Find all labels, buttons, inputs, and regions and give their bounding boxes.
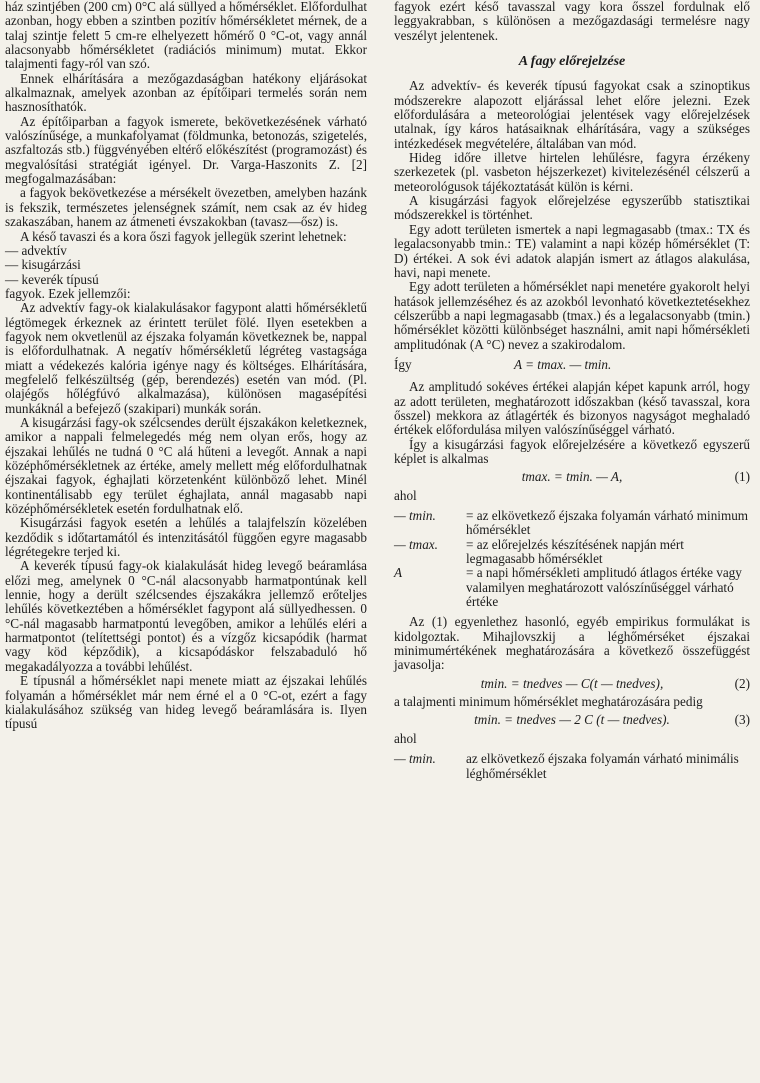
definition-text: = az elkövetkező éjszaka folyamán várható minimum hőmérséklet bbox=[466, 508, 749, 538]
paragraph: Így a kisugárzási fagyok előrejelzésére a következő egyszerű képlet is alkalmas bbox=[394, 436, 750, 466]
equation-number: (2) bbox=[734, 675, 750, 691]
amplitude-formula-line bbox=[394, 358, 750, 372]
paragraph: Kisugárzási fagyok esetén a lehűlés a talajfelszín közelében kezdődik s időtartamától és intenzitásától függően egyre magasabb légrétegekre terjed ki. bbox=[5, 515, 367, 560]
equation-number: (3) bbox=[734, 712, 750, 728]
definition-text: az elkövetkező éjszaka folyamán várható minimális léghőmérséklet bbox=[466, 751, 739, 781]
paragraph: Az advektív- és keverék típusú fagyokat csak a szinoptikus módszerekre alapozott eljárással lehet előre jelezni. Ezek előfordulására a meteorológiai jelentések vagy előrejelzések utalnak, így káros hatásaiknak elhárítására, vagy a szükséges intézkedések megvételére, általában van mód. bbox=[394, 78, 750, 151]
paragraph: Az advektív fagy-ok kialakulásakor fagypont alatti hőmérsékletű légtömegek érkeznek az érintett terület fölé. Ilyen esetekben a fagyok nem okvetlenül az éjszaka folyamán következnek be, nappal is előfordulhatnak. A negatív hőmérsékletű légréteg vastagsága miatt a védekezés kalória igénye nagy és költséges. Elhárítására, megfelelő felkészültség (gép, berendezés) esetén van mód. (Pl. olajégős hőlégfúvó alkalmazása), különösen magasépítési munkáknál a befejező (szakipari) munkák során. bbox=[5, 300, 367, 416]
igy-word: Így bbox=[394, 356, 412, 372]
list-item: — advektív bbox=[5, 242, 67, 258]
paragraph: A kisugárzási fagy-ok szélcsendes derült éjszakákon keletkeznek, amikor a nappali felmelegedés még nem olyan erős, hogy az éjszakai lehűlés ne tudná 0 °C alá hűteni a levegőt. Annak a napi középhőmérsékletnek az értéke, amely mellett még előfordulhatnak éjszakai fagyok, éghajlati körzetenként különböző lehet. Minél kontinentálisabb egy terület éghajlata, annál magasabb napi középhőmérsékletek esetén fordulhatnak elő. bbox=[5, 414, 367, 517]
equation-text: tmax. = tmin. — A, bbox=[521, 469, 623, 485]
paragraph: A keverék típusú fagy-ok kialakulását hideg levegő beáramlása előzi meg, amelynek 0 °C-nál alacsonyabb harmatpontúnak kell lennie, hogy a derült szélcsendes éjszakákra jellemző erőteljes lehűlés következtében a hőmérséklet fagypont alá süllyedhessen. 0 °C-nál magasabb harmatpontú levegőben, amikor a lehűlés eléri a harmatpontot (telítettségi pontot) és a vízgőz kicsapódik (harmat vagy köd képződik), a kicsapódáskor felszabaduló hő megakadályozza a további lehűlést. bbox=[5, 558, 367, 674]
paragraph: E típusnál a hőmérséklet napi menete miatt az éjszakai lehűlés folyamán a hőmérséklet már nem érné el a 0 °C-ot, ezért a fagy kialakulásához szükség van hideg levegő beáramlására is. Ilyen típusú bbox=[5, 673, 367, 732]
definition-text: = a napi hőmérsékleti amplitudó átlagos értéke vagy valamilyen meghatározott valószínűséggel várható értéke bbox=[466, 565, 742, 610]
left-column bbox=[5, 0, 367, 732]
paragraph: fagyok. Ezek jellemzői: bbox=[5, 285, 131, 301]
definition-symbol: — tmin. bbox=[394, 508, 436, 523]
paragraph: ház szintjében (200 cm) 0°C alá süllyed a hőmérséklet. Előfordulhat azonban, hogy ebben a szintben pozitív hőmérsékletet mérnek, de a talaj szintje felett 5 cm-re elhelyezett hőmérő 0 °C-ot, vagy annál alacsonyabb hőmérsékletet (radiációs minimum) mutat. Ekkor talajmenti fagy-ról van szó. bbox=[5, 0, 367, 72]
equation-text: tmin. = tnedves — 2 C (t — tnedves). bbox=[474, 712, 670, 728]
equation-1 bbox=[394, 470, 750, 484]
paragraph: Egy adott területen ismertek a napi legmagasabb (tmax.: TX és legalacsonyabb tmin.: TE) valamint a napi közép hőmérséklet (T: D) értékei. A sok évi adatok alapján ismert az átlagos alakulása, havi, napi menete. bbox=[394, 221, 750, 280]
definition-symbol: A bbox=[394, 565, 403, 581]
equation-text: tmin. = tnedves — C(t — tnedves), bbox=[480, 675, 664, 691]
list-item: — keverék típusú bbox=[5, 271, 99, 287]
paragraph: Az amplitudó sokéves értékei alapján képet kapunk arról, hogy az adott területen, meghatározott időszakban (késő tavasszal, kora ősszel) mekkora az átlagérték és bizonyos nagyságot meghaladó értékek előfordulása milyen valószínűséggel várható. bbox=[394, 379, 750, 438]
definition-row bbox=[394, 538, 750, 567]
paragraph: a fagyok bekövetkezése a mérsékelt övezetben, amelyben hazánk is fekszik, természetes jelenségnek számít, nem csak az év hideg szakaszában, hanem az átmeneti évszakokban (tavasz—ősz) is. bbox=[5, 185, 367, 230]
definition-symbol: — tmin. bbox=[394, 751, 436, 767]
paragraph: Az építőiparban a fagyok ismerete, bekövetkezésének várható valószínűsége, a munkafolyamat (földmunka, betonozás, szigetelés, aszfaltozás stb.) függvényében eltérő előkészítést (programozást) és megvalósítási stratégiát igényel. Dr. Varga-Haszonits Z. [2] megfogalmazásában: bbox=[5, 113, 367, 187]
right-column bbox=[394, 0, 750, 781]
paragraph: A kisugárzási fagyok előrejelzése egyszerűbb statisztikai módszerekkel is történhet. bbox=[394, 193, 750, 223]
equation-3 bbox=[394, 713, 750, 727]
list-item: — kisugárzási bbox=[5, 257, 81, 273]
ahol-label: ahol bbox=[394, 730, 417, 746]
paragraph: fagyok ezért késő tavasszal vagy kora ősszel fordulnak elő leggyakrabban, s különösen a mezőgazdasági termelésre nagy veszélyt jelentenek. bbox=[394, 0, 750, 43]
definition-text: = az előrejelzés készítésének napján mért legmagasabb hőmérséklet bbox=[466, 536, 684, 567]
paragraph: Hideg időre illetve hirtelen lehűlésre, fagyra érzékeny szerkezetek (pl. vasbeton héjszerkezet) kivitelezésénél célszerű a meteorológusok tájékoztatását külön is kérni. bbox=[394, 150, 750, 194]
definition-row bbox=[394, 509, 750, 538]
frost-type-list bbox=[5, 244, 367, 287]
equation-number: (1) bbox=[734, 469, 750, 485]
amplitude-formula: A = tmax. — tmin. bbox=[514, 356, 612, 372]
equation-2 bbox=[394, 677, 750, 691]
definition-row bbox=[394, 566, 750, 609]
paragraph: Ennek elhárítására a mezőgazdaságban hatékony eljárásokat alkalmaznak, amelyek azonban az építőipari termelés során nem hasznosíthatók. bbox=[5, 70, 367, 115]
paragraph: Az (1) egyenlethez hasonló, egyéb empirikus formulákat is kidolgoztak. Mihajlovszkij a léghőmérséket éjszakai minimumértékének meghatározására a következő összefüggést javasolja: bbox=[394, 614, 750, 673]
section-heading: A fagy előrejelzése bbox=[518, 54, 626, 70]
ahol-label: ahol bbox=[394, 487, 417, 503]
definition-symbol: — tmax. bbox=[394, 536, 438, 552]
paragraph: a talajmenti minimum hőmérséklet meghatározására pedig bbox=[394, 694, 703, 710]
paragraph: Egy adott területen a hőmérséklet napi menetére gyakorolt helyi hatások jellemzéséhez és az azokból levonható következtetésekhez célszerűbb a napi legmagasabb (tmax.) és a legalacsonyabb (tmin.) hőmérséklet közötti különbséget használni, amit napi hőmérsékleti amplitudónak (A °C) nevez a szakirodalom. bbox=[394, 279, 750, 352]
paragraph: A késő tavaszi és a kora őszi fagyok jellegük szerint lehetnek: bbox=[20, 228, 347, 244]
definition-row bbox=[394, 752, 750, 781]
